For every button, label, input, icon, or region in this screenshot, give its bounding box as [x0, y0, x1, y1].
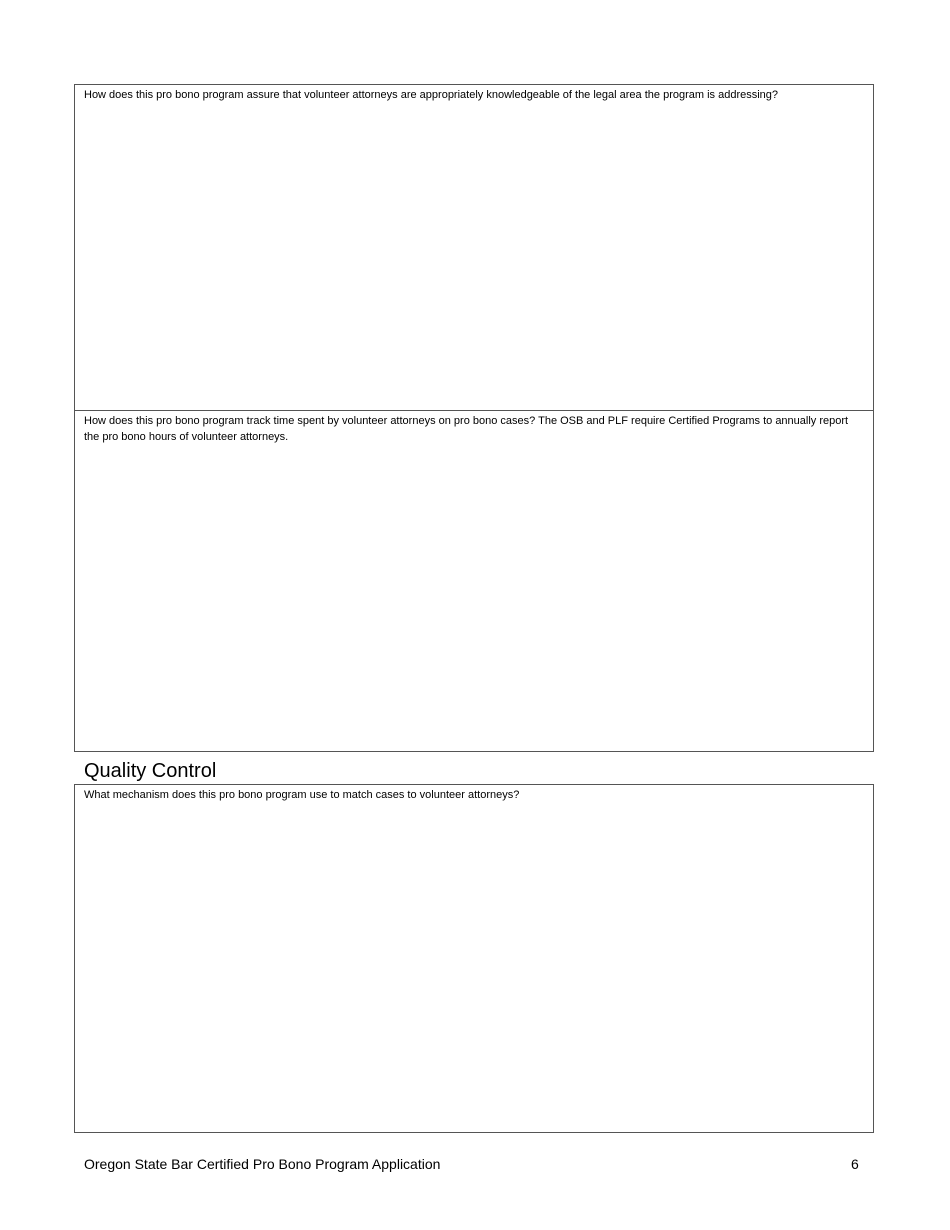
footer-page-number: 6 [851, 1156, 859, 1172]
section-heading-quality-control: Quality Control [84, 760, 217, 782]
question-text: How does this pro bono program track time spent by volunteer attorneys on pro bono cases? The OSB and PLF require Certified Programs to annually report the pro bono hours of volunteer attorneys. [84, 415, 852, 443]
footer-document-title: Oregon State Bar Certified Pro Bono Program Application [84, 1156, 441, 1172]
question-box-time-tracking[interactable] [74, 410, 874, 752]
question-box-attorney-knowledge[interactable] [74, 84, 874, 411]
question-box-case-matching[interactable] [74, 784, 874, 1133]
question-text: How does this pro bono program assure that volunteer attorneys are appropriately knowledgeable of the legal area the program is addressing? [84, 89, 779, 101]
question-text: What mechanism does this pro bono program use to match cases to volunteer attorneys? [84, 789, 520, 801]
